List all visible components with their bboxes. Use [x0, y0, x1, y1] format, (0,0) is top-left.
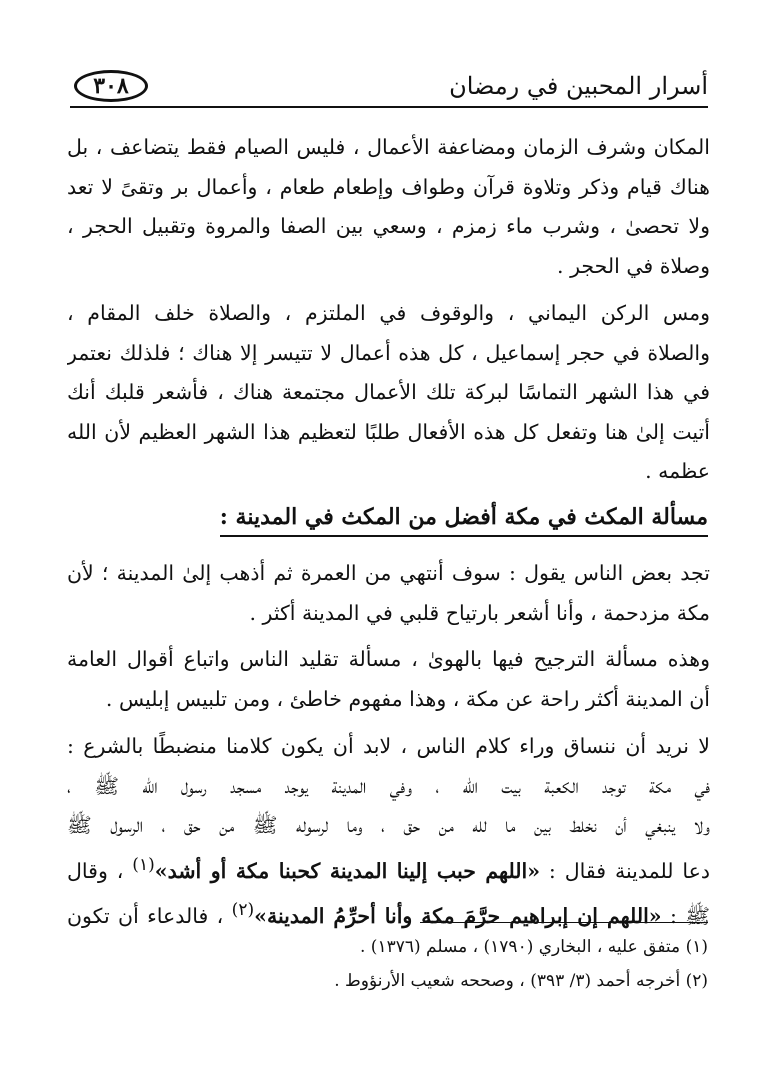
paragraph-5 [67, 727, 710, 936]
header-divider [70, 106, 708, 108]
page-number-badge: ٣٠٨ [74, 70, 148, 102]
paragraph-1 [67, 128, 710, 286]
text-line: وصلاة في الحجر . [557, 253, 710, 278]
text-line: أتيت إلىٰ هنا وتفعل كل هذه الأفعال طلبًا لتعظيم هذا الشهر العظيم لأن الله [67, 419, 710, 444]
paragraph-4 [67, 640, 710, 719]
text-line: وهذه مسألة الترجيح فيها بالهوىٰ ، مسألة تقليد الناس واتباع أقوال العامة [67, 647, 710, 671]
text-line: لا نريد أن ننساق وراء كلام الناس ، لابد أن يكون كلامنا منضبطًا بالشرع : [67, 734, 710, 758]
text-line: ولا ينبغي أن نخلط بين ما لله من حق ، وما لرسوله ﷺ من حق ، الرسول ﷺ [67, 813, 710, 837]
footnote-ref: (٢) [231, 899, 255, 920]
line-text: ، فالدعاء أن تكون [67, 903, 232, 928]
line-text: ، وقال [67, 858, 133, 883]
line-text: ﷺ : [661, 903, 710, 928]
text-line: ولا تحصىٰ ، وشرب ماء زمزم ، وسعي بين الصفا والمروة وتقبيل الحجر ، [67, 214, 710, 238]
page-header [70, 66, 708, 112]
text-line: مكة مزدحمة ، وأنا أشعر بارتياح قلبي في المدينة أكثر . [249, 600, 710, 625]
footnote-2: (٢) أخرجه أحمد (٣/ ٣٩٣) ، وصححه شعيب الأرنؤوط . [334, 971, 708, 991]
paragraph-3 [67, 554, 710, 633]
text-line: تجد بعض الناس يقول : سوف أنتهي من العمرة ثم أذهب إلىٰ المدينة ؛ لأن [67, 561, 710, 585]
text-line: والصلاة في حجر إسماعيل ، كل هذه أعمال لا تتيسر إلا هناك ؛ فلذلك نعتمر [67, 340, 710, 365]
footnote-1: (١) متفق عليه ، البخاري (١٧٩٠) ، مسلم (١٣٧٦) . [360, 937, 708, 957]
text-line: ومس الركن اليماني ، والوقوف في الملتزم ، والصلاة خلف المقام ، [67, 301, 710, 325]
section-heading: مسألة المكث في مكة أفضل من المكث في المدينة : [220, 502, 708, 537]
running-title: أسرار المحبين في رمضان [449, 72, 708, 100]
footnote-divider [420, 922, 708, 923]
hadith-quote: «اللهم إن إبراهيم حرَّمَ مكة وأنا أحرِّمُ المدينة» [254, 903, 662, 928]
text-line: هناك قيام وذكر وتلاوة قرآن وطواف وإطعام طعام ، وأعمال بر وتقىً لا تعد [67, 174, 710, 199]
footnotes [108, 930, 708, 998]
text-line [67, 846, 710, 891]
text-line: المكان وشرف الزمان ومضاعفة الأعمال ، فليس الصيام فقط يتضاعف ، بل [67, 135, 710, 159]
text-line: في مكة توجد الكعبة بيت الله ، وفي المدينة يوجد مسجد رسول الله ﷺ ، [67, 773, 710, 798]
hadith-quote: «اللهم حبب إلينا المدينة كحبنا مكة أو أشد» [154, 858, 541, 883]
footnote-ref: (١) [132, 854, 155, 875]
line-text: دعا للمدينة فقال : [540, 858, 710, 883]
text-line: عظمه . [645, 459, 710, 483]
text-line: في هذا الشهر التماسًا لبركة تلك الأعمال مجتمعة هناك ، فأشعر قلبك أنك [67, 380, 710, 404]
paragraph-2 [67, 294, 710, 492]
text-line: أن المدينة أكثر راحة عن مكة ، وهذا مفهوم خاطئ ، ومن تلبيس إبليس . [105, 686, 710, 711]
